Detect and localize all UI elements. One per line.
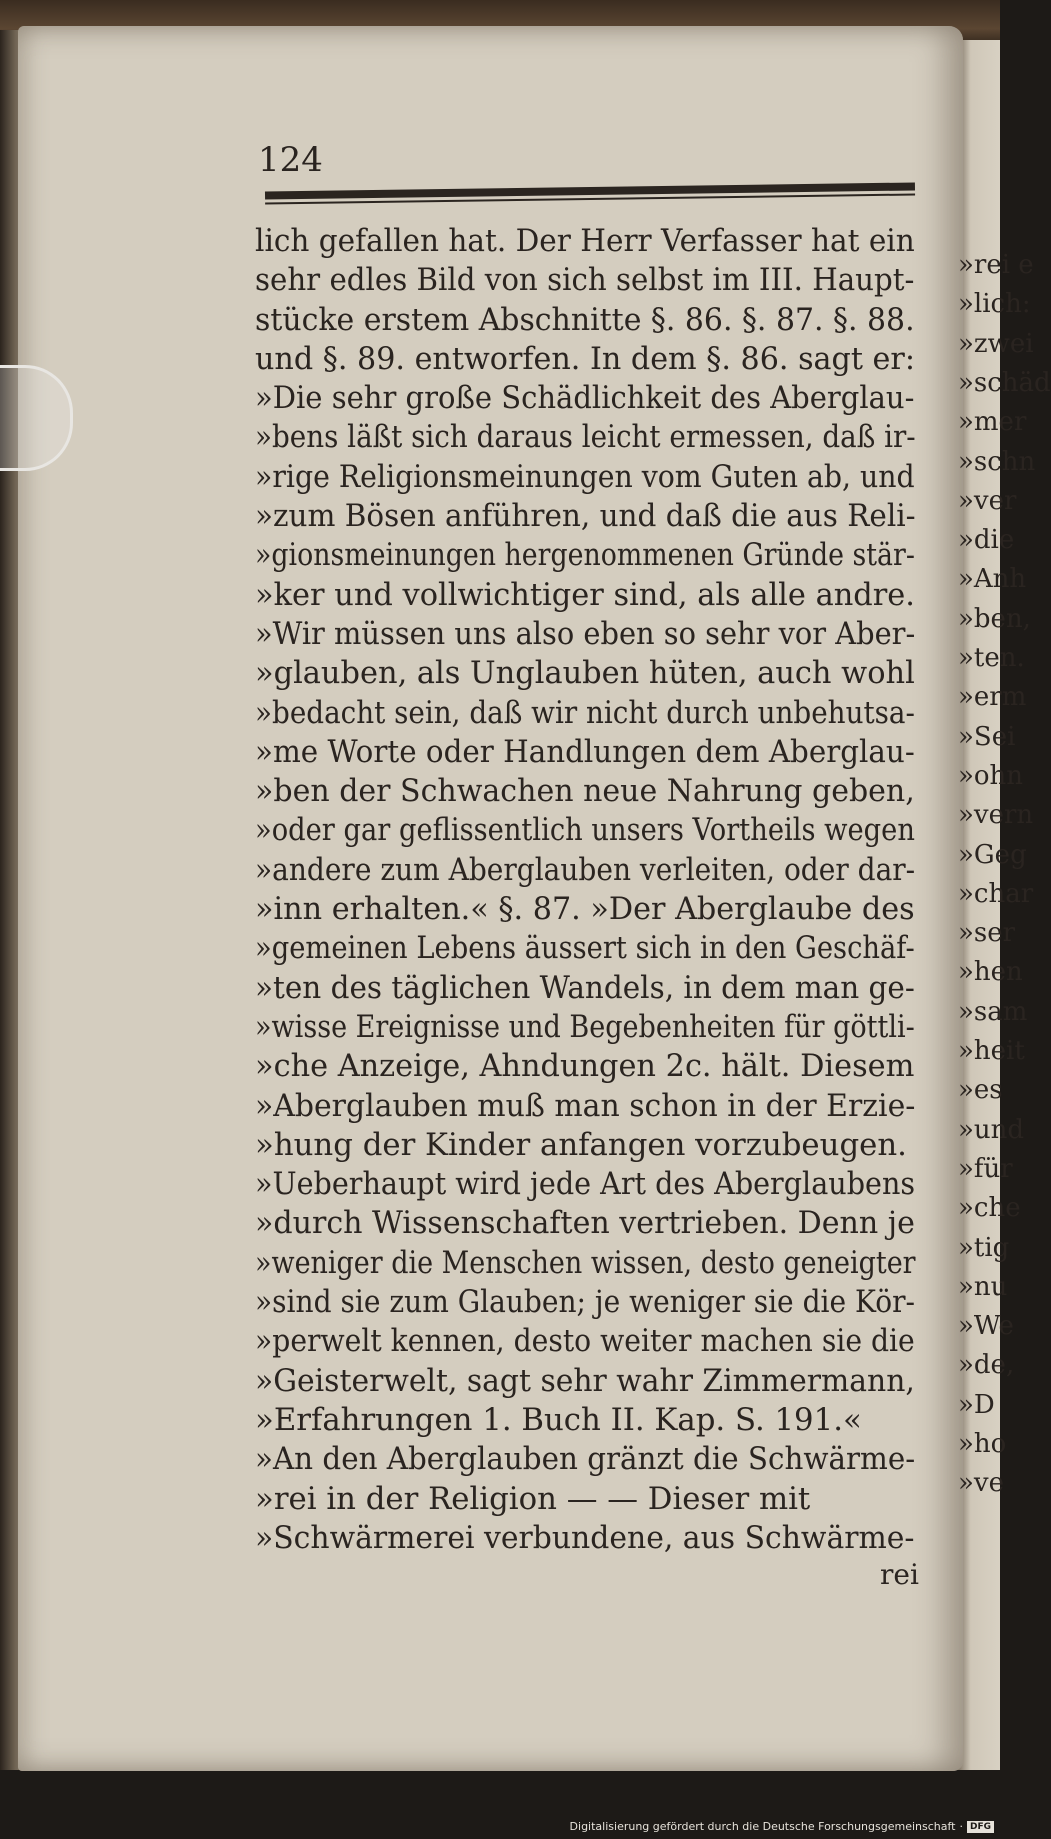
facing-page-line: »es xyxy=(958,1075,1003,1106)
facing-page-line: »We xyxy=(958,1311,1014,1342)
facing-page-line: »hen xyxy=(958,957,1023,988)
text-line: »ker und vollwichtiger sind, als alle andre. xyxy=(255,576,915,613)
facing-page-line: »lich: xyxy=(958,289,1031,320)
facing-page-line: »ho xyxy=(958,1429,1007,1459)
text-line: »me Worte oder Handlungen dem Aberglau- xyxy=(255,733,915,770)
text-line: »bedacht sein, daß wir nicht durch unbehutsa- xyxy=(255,694,915,731)
page-number: 124 xyxy=(258,140,323,180)
facing-page-line: »ve xyxy=(958,1468,1004,1499)
facing-page-line: »de, xyxy=(958,1350,1015,1381)
text-line: »perwelt kennen, desto weiter machen sie die xyxy=(255,1323,915,1360)
text-line: »wisse Ereignisse und Begebenheiten für göttli- xyxy=(255,1008,915,1045)
facing-page-line: »che xyxy=(958,1193,1021,1224)
text-line: »bens läßt sich daraus leicht ermessen, daß ir- xyxy=(255,419,916,456)
text-line: lich gefallen hat. Der Herr Verfasser hat ein xyxy=(255,223,915,259)
text-line: »inn erhalten.« §. 87. »Der Aberglaube des xyxy=(255,891,915,928)
facing-page-line: »heit xyxy=(958,1036,1025,1066)
facing-page-line: »ohn xyxy=(958,760,1024,791)
facing-page-line: »ver xyxy=(958,485,1017,516)
facing-page-line: »tig xyxy=(958,1232,1010,1263)
facing-page-line: »ser xyxy=(958,918,1016,949)
text-line: »Schwärmerei verbundene, aus Schwärme- xyxy=(255,1519,915,1556)
text-line: »ben der Schwachen neue Nahrung geben, xyxy=(255,773,915,810)
facing-page-line: »die xyxy=(958,525,1015,556)
facing-page-line: »Sei xyxy=(958,721,1016,752)
facing-page-line: »D xyxy=(958,1389,995,1420)
text-line: und §. 89. entworfen. In dem §. 86. sagt er: xyxy=(255,340,915,377)
facing-page-line: »schäd xyxy=(958,367,1051,398)
text-line: »Wir müssen uns also eben so sehr vor Aber- xyxy=(255,615,916,652)
text-line: »Geisterwelt, sagt sehr wahr Zimmermann, xyxy=(255,1362,915,1399)
text-line: »Aberglauben muß man schon in der Erzie- xyxy=(255,1087,916,1124)
text-line: »Ueberhaupt wird jede Art des Aberglaubens xyxy=(255,1166,916,1203)
text-line: sehr edles Bild von sich selbst im III. Haupt- xyxy=(255,262,915,299)
facing-page-line: »nu xyxy=(958,1271,1008,1302)
text-line: »Erfahrungen 1. Buch II. Kap. S. 191.« xyxy=(255,1401,862,1438)
text-line: »sind sie zum Glauben; je weniger sie die Kör- xyxy=(255,1284,916,1321)
text-line: »che Anzeige, Ahndungen 2c. hält. Diesem xyxy=(255,1048,915,1085)
facing-page-line: »zwei xyxy=(958,328,1034,359)
text-line: »Die sehr große Schädlichkeit des Aberglau- xyxy=(255,380,915,417)
facing-page-line: »sam xyxy=(958,996,1028,1027)
text-line: stücke erstem Abschnitte §. 86. §. 87. §. 88. xyxy=(255,301,915,338)
facing-page-line: »Geg xyxy=(958,839,1027,870)
facing-page-line: »Anh xyxy=(958,564,1027,595)
text-line: »oder gar geflissentlich unsers Vortheils wegen xyxy=(255,812,915,849)
page-body-text xyxy=(255,222,920,1558)
text-line: »weniger die Menschen wissen, desto geneigter xyxy=(255,1244,916,1281)
text-line: »rei in der Religion — — Dieser mit xyxy=(255,1480,811,1517)
text-line: »rige Religionsmeinungen vom Guten ab, und xyxy=(255,458,915,495)
dfg-logo: DFG xyxy=(967,1821,994,1833)
text-line: »An den Aberglauben gränzt die Schwärme- xyxy=(255,1441,916,1478)
facing-page-line: »vern xyxy=(958,800,1034,831)
text-line: »hung der Kinder anfangen vorzubeugen. xyxy=(255,1126,907,1163)
facing-page-line: »ten. xyxy=(958,643,1025,673)
facing-page-line: »und xyxy=(958,1114,1025,1145)
text-line: »gemeinen Lebens äussert sich in den Geschäf- xyxy=(255,930,915,967)
text-line: »zum Bösen anführen, und daß die aus Reli- xyxy=(255,498,916,535)
facing-page-line: »rei e xyxy=(958,250,1034,280)
catchword: rei xyxy=(880,1558,919,1591)
text-line: »gionsmeinungen hergenommenen Gründe stär- xyxy=(255,537,915,574)
digitization-credit: Digitalisierung gefördert durch die Deutsche Forschungsgemeinschaft · DFG xyxy=(570,1820,994,1833)
facing-page-line: »für xyxy=(958,1153,1013,1184)
facing-page-line: »char xyxy=(958,878,1034,909)
text-line: »glauben, als Unglauben hüten, auch wohl xyxy=(255,655,915,692)
text-line: »andere zum Aberglauben verleiten, oder dar- xyxy=(255,851,916,888)
facing-page-line: »schn xyxy=(958,446,1036,477)
credit-text: Digitalisierung gefördert durch die Deutsche Forschungsgemeinschaft xyxy=(569,1820,956,1833)
text-line: »ten des täglichen Wandels, in dem man ge- xyxy=(255,969,915,1006)
facing-page-line: »erm xyxy=(958,682,1027,713)
facing-page-line: »mer xyxy=(958,407,1027,438)
facing-page-line: »ben, xyxy=(958,603,1031,634)
text-line: »durch Wissenschaften vertrieben. Denn je xyxy=(255,1205,915,1242)
